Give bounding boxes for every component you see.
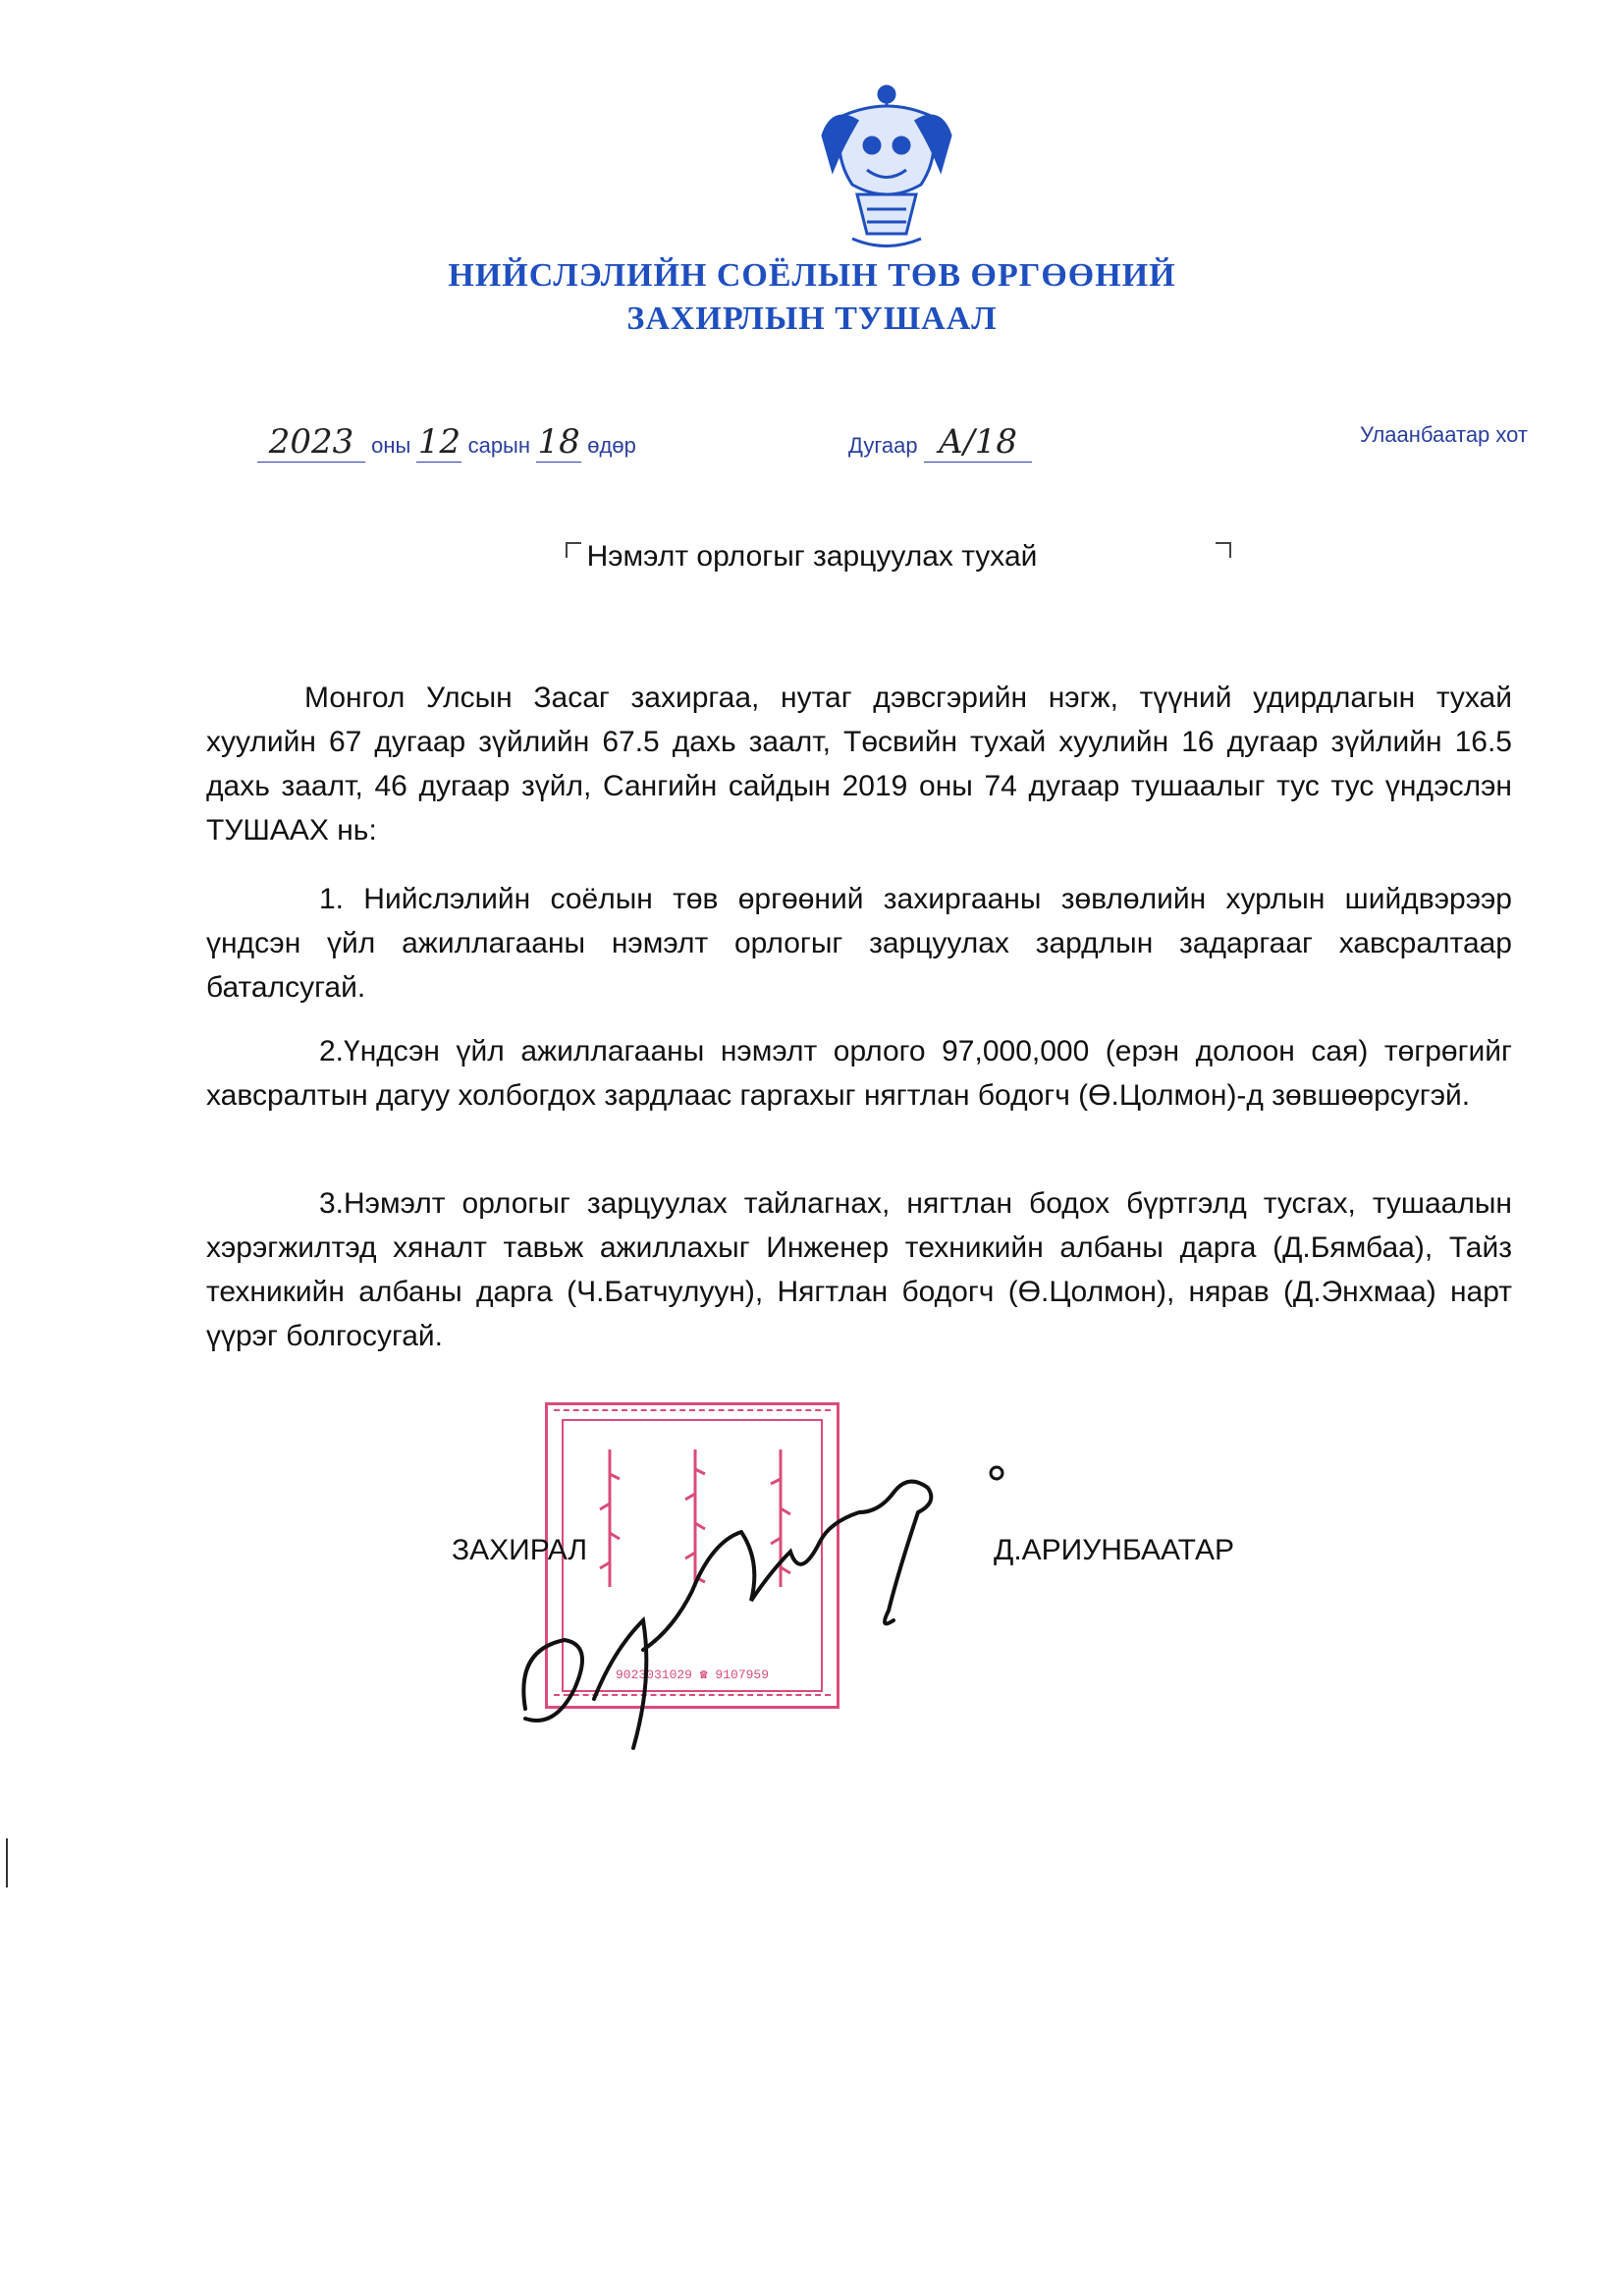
handwritten-month: 12 — [417, 422, 461, 462]
document-title-line1: НИЙСЛЭЛИЙН СОЁЛЫН ТӨВ ӨРГӨӨНИЙ — [448, 257, 1176, 294]
preamble-paragraph: Монгол Улсын Засаг захиргаа, нутаг дэвсгэрийн нэгж, түүний удирдлагын тухай хуулийн 67 дугаар зүйлийн 67.5 дахь заалт, Төсвийн тухай хуулийн 16 дугаар зүйлийн 16.5 дахь заалт, 46 дугаар зүйл, Сангийн сайдын 2019 оны 74 дугаар тушаалыг тус тус үндэслэн ТУШААХ нь: — [206, 682, 1512, 847]
year-label: оны — [371, 433, 411, 458]
number-label: Дугаар — [848, 433, 918, 458]
order-item-1: 1. Нийслэлийн соёлын төв өргөөний захиргааны зөвлөлийн хурлын шийдвэрээр үндсэн үйл ажиллагааны нэмэлт орлогыг зарцуулах зардлын задаргааг хавсралтаар баталсугай. — [206, 883, 1512, 1004]
scan-edge-mark — [6, 1838, 11, 1887]
stamp-border-pattern-top — [554, 1409, 831, 1417]
state-emblem-icon — [813, 77, 960, 253]
order-item-2: 2.Үндсэн үйл ажиллагааны нэмэлт орлого 97,000,000 (ерэн долоон сая) төгрөгийг хавсралтын дагуу холбогдох зардлаас гаргахыг нягтлан бодогч (Ө.Цолмон)-д зөвшөөрсугэй. — [206, 1035, 1512, 1112]
handwritten-signature — [506, 1453, 1016, 1768]
handwritten-year: 2023 — [257, 422, 365, 463]
signatory-name: Д.АРИУНБААТАР — [994, 1534, 1235, 1566]
subject-bracket-right — [1216, 542, 1231, 558]
order-item-3: 3.Нэмэлт орлогыг зарцуулах тайлагнах, нягтлан бодох бүртгэлд тусгах, тушаалын хэрэгжилтэд хяналт тавьж ажиллахыг Инженер техникийн албаны дарга (Д.Бямбаа), Тайз техникийн албаны дарга (Ч.Батчулуун), Нягтлан бодогч (Ө.Цолмон), нярав (Д.Энхмаа) нарт үүрэг болгосугай. — [206, 1187, 1512, 1352]
city-label: Улаанбаатар хот — [1359, 422, 1528, 447]
handwritten-number: А/18 — [924, 422, 1032, 463]
date-line — [257, 422, 636, 463]
signatory-title: ЗАХИРАЛ — [452, 1534, 588, 1566]
day-label: өдөр — [587, 433, 636, 458]
document-title-line2: ЗАХИРЛЫН ТУШААЛ — [626, 301, 998, 337]
document-subject: Нэмэлт орлогыг зарцуулах тухай — [586, 540, 1038, 573]
stamp-code: 9023031029 ☎ 9107959 — [615, 1667, 770, 1682]
order-number — [848, 422, 1032, 463]
month-label: сарын — [467, 433, 531, 458]
handwritten-day: 18 — [537, 422, 580, 462]
